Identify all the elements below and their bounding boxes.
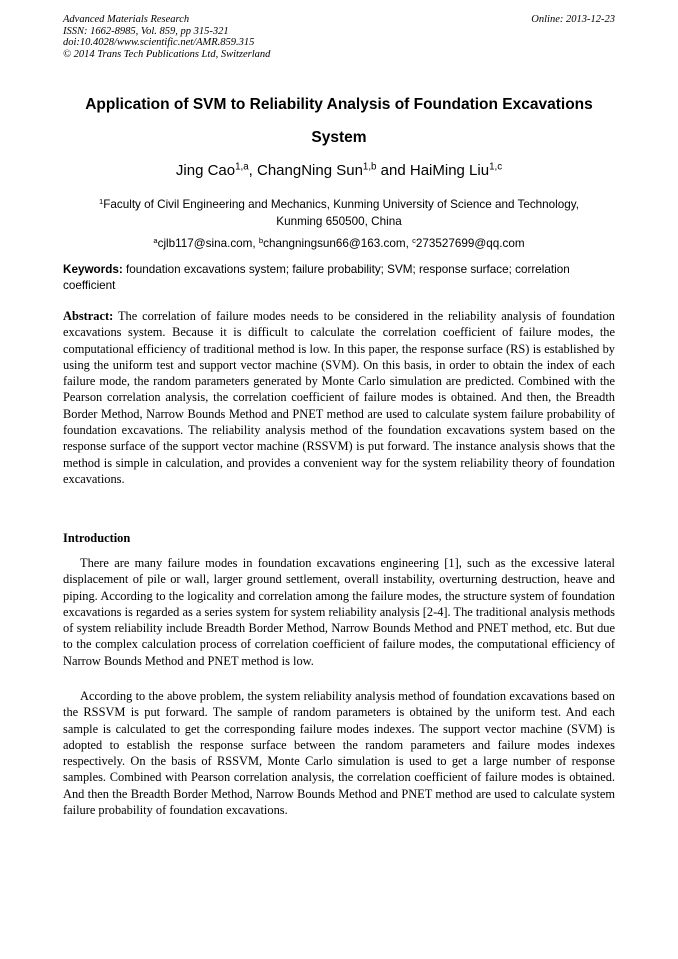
- email-address: 273527699@qq.com: [415, 237, 525, 250]
- affiliation-mark: 1: [99, 196, 104, 206]
- author-name: Jing Cao: [175, 162, 236, 179]
- issn-line: ISSN: 1662-8985, Vol. 859, pp 315-321: [63, 25, 229, 37]
- affiliation-line-1: Faculty of Civil Engineering and Mechanics, Kunming University of Science and Technology,: [103, 198, 579, 211]
- author-name: ChangNing Sun: [257, 162, 363, 179]
- keywords: [63, 262, 615, 294]
- email-address: cjlb117@sina.com,: [157, 237, 256, 250]
- affiliation-line-2: Kunming 650500, China: [276, 215, 402, 228]
- author-separator: and: [376, 162, 410, 179]
- section-heading-introduction: Introduction: [63, 531, 131, 545]
- abstract-label: Abstract:: [63, 309, 114, 323]
- author-affiliation-mark: 1,a: [235, 161, 249, 173]
- author-name: HaiMing Liu: [409, 162, 490, 179]
- email-address: changningsun66@163.com,: [263, 237, 409, 250]
- keywords-text: foundation excavations system; failure probability; SVM; response surface; correlation coefficient: [63, 263, 570, 292]
- abstract-text: The correlation of failure modes needs to be considered in the reliability analysis of foundation excavations system. Because it is difficult to calculate the correlation coefficient of failure modes, the computational efficiency of traditional method is low. In this paper, the response surface (RS) is established by using the uniform test and support vector machine (SVM). On this basis, in order to obtain the index of each failure mode, the random parameters generated by Monte Carlo simulation are predicted. Combined with the Pearson correlation analysis, the correlation coefficient of failure modes is obtained. And then, the Breadth Border Method, Narrow Bounds Method and PNET method are used to calculate system failure probability of foundation excavations. The reliability analysis method of the foundation excavations system based on the response surface of the support vector machine (RSSVM) is put forward. The instance analysis shows that the method is simple in calculation, and provides a convenient way for the system reliability theory of foundation excavations.: [63, 309, 616, 486]
- copyright-line: © 2014 Trans Tech Publications Ltd, Switzerland: [63, 48, 271, 60]
- abstract: [63, 308, 615, 487]
- email-mark: b: [258, 235, 264, 245]
- author-separator: ,: [248, 162, 257, 179]
- journal-name: Advanced Materials Research: [63, 14, 190, 25]
- paper-title: Application of SVM to Reliability Analysis of Foundation Excavations System: [85, 96, 593, 146]
- introduction-paragraph: There are many failure modes in foundation excavations engineering [1], such as the excessive lateral displacement of pile or wall, larger ground settlement, overall instability, overturning destruction, heave and piping. According to the logicality and correlation among the failure modes, the structure system of foundation excavations is regarded as a series system for system reliability analysis [2-4]. The traditional analysis methods of system reliability include Breadth Border Method, Narrow Bounds Method and PNET method, etc. But due to the complex calculation process of correlation coefficient of failure modes, the computational efficiency of Narrow Bounds Method and PNET method is low.: [63, 556, 615, 668]
- doi-line: doi:10.4028/www.scientific.net/AMR.859.315: [63, 37, 255, 49]
- author-emails: [63, 235, 615, 252]
- introduction-paragraph: According to the above problem, the system reliability analysis method of foundation excavations based on the RSSVM is put forward. The sample of random parameters is obtained by the uniform test. And each sample is calculated to get the corresponding failure modes indexes. The support vector machine (SVM) is adopted to establish the response surface between the random parameters and failure modes indexes respectively. On the basis of RSSVM, Monte Carlo simulation is used to get a large number of response samples. Combined with Pearson correlation analysis, the correlation coefficient of failure modes is obtained. And then the Breadth Border Method, Narrow Bounds Method and PNET method are used to calculate system failure probability of foundation excavations.: [63, 689, 615, 818]
- author-affiliation-mark: 1,c: [489, 161, 503, 173]
- publication-header: [63, 14, 615, 60]
- author-affiliation-mark: 1,b: [362, 161, 377, 173]
- email-mark: c: [412, 235, 416, 245]
- email-mark: a: [153, 235, 158, 245]
- author-list: [63, 160, 615, 182]
- affiliation: [63, 196, 615, 230]
- keywords-label: Keywords:: [63, 263, 123, 276]
- online-date: Online: 2013-12-23: [531, 14, 615, 25]
